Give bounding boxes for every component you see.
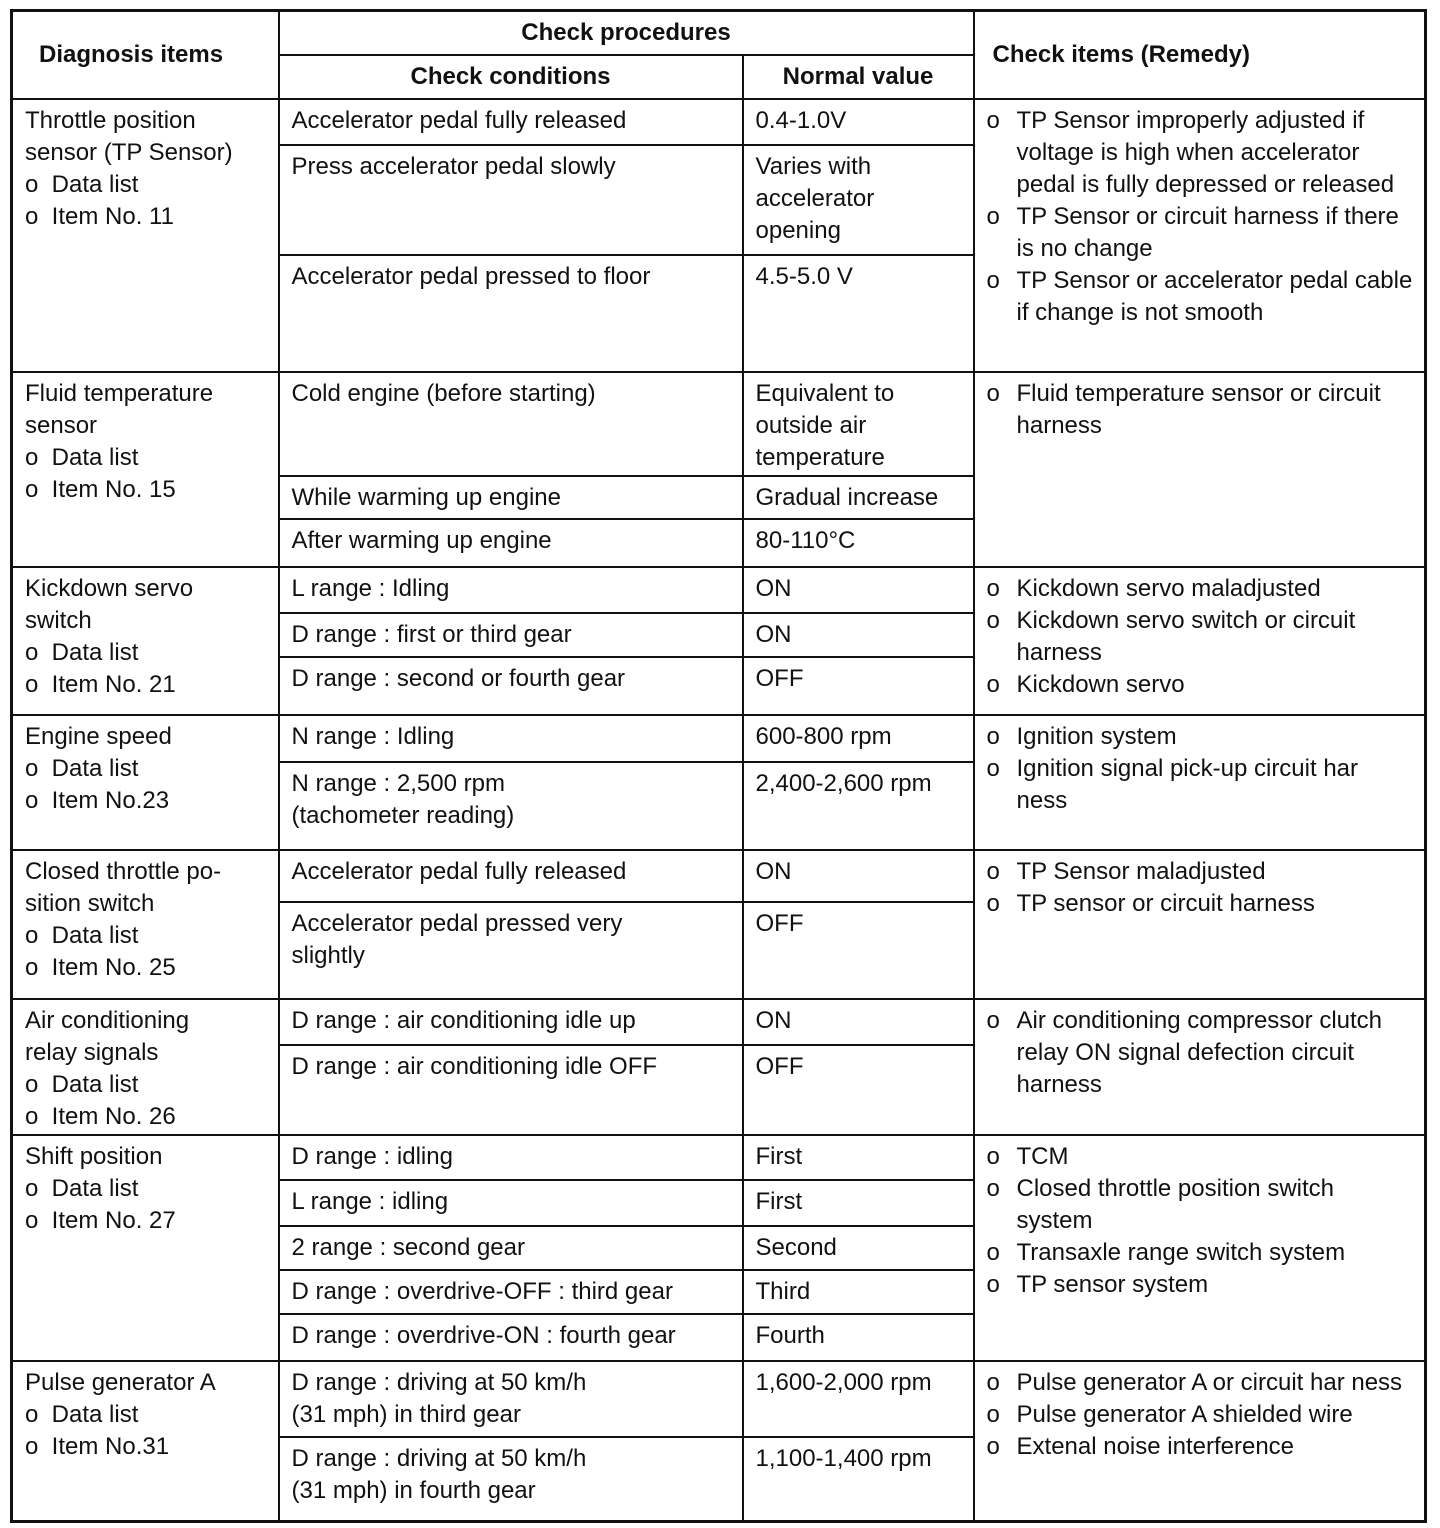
diagnosis-line: switch xyxy=(25,606,92,634)
normal-value-cell xyxy=(743,613,974,657)
remedy-item xyxy=(987,721,1415,753)
bullet-marker: o xyxy=(986,1175,1000,1203)
normal-value-line: ON xyxy=(755,858,792,886)
diagnosis-line: o Item No. 15 xyxy=(25,475,176,503)
bullet-marker: o xyxy=(986,106,1000,134)
diagnosis-line: o Data list xyxy=(25,1175,139,1203)
normal-value-cell xyxy=(743,1226,974,1270)
remedy-cell xyxy=(974,850,1426,999)
normal-value-line: 1,100-1,400 rpm xyxy=(755,1444,932,1472)
diagnosis-line: Shift position xyxy=(25,1143,163,1171)
bullet-marker: o xyxy=(986,1239,1000,1267)
remedy-cell xyxy=(974,567,1426,716)
remedy-cell xyxy=(974,999,1426,1136)
diagnosis-item-cell xyxy=(12,372,279,567)
remedy-item xyxy=(987,1237,1415,1269)
diagnosis-item-cell xyxy=(12,850,279,999)
normal-value-line: ON xyxy=(755,1006,792,1034)
table-row xyxy=(12,850,1426,902)
bullet-marker: o xyxy=(986,606,1000,634)
diagnosis-line: o Item No. 21 xyxy=(25,670,176,698)
remedy-text: Kickdown servo switch or circuit harness xyxy=(1016,606,1356,666)
normal-value-cell xyxy=(743,99,974,145)
bullet-marker: o xyxy=(986,890,1000,918)
condition-line: D range : idling xyxy=(291,1143,453,1171)
condition-line: Cold engine (before starting) xyxy=(291,379,596,407)
condition-line: While warming up engine xyxy=(291,484,561,512)
diagnosis-line: o Item No. 26 xyxy=(25,1102,176,1130)
table-row xyxy=(12,372,1426,477)
condition-line: After warming up engine xyxy=(291,526,552,554)
check-condition-cell xyxy=(279,372,743,477)
diagnosis-item-cell xyxy=(12,1135,279,1360)
normal-value-line: Fourth xyxy=(755,1322,825,1350)
condition-line: N range : 2,500 rpm xyxy=(291,769,505,797)
condition-line: Accelerator pedal fully released xyxy=(291,858,627,886)
table-row xyxy=(12,715,1426,761)
normal-value-line: accelerator xyxy=(755,184,875,212)
check-condition-cell xyxy=(279,1314,743,1360)
remedy-text: TP Sensor improperly adjusted if voltage is high when accelerator pedal is fully depressed or released xyxy=(1016,106,1395,198)
condition-line: D range : driving at 50 km/h xyxy=(291,1368,587,1396)
check-condition-cell xyxy=(279,1180,743,1226)
diagnosis-line: o Data list xyxy=(25,170,139,198)
diagnosis-line: relay signals xyxy=(25,1038,159,1066)
bullet-marker: o xyxy=(986,1368,1000,1396)
diagnosis-item-cell xyxy=(12,567,279,716)
condition-line: 2 range : second gear xyxy=(291,1233,525,1261)
condition-line: Accelerator pedal pressed very xyxy=(291,910,623,938)
remedy-item xyxy=(987,669,1415,701)
normal-value-cell xyxy=(743,1180,974,1226)
normal-value-line: OFF xyxy=(755,1053,804,1081)
remedy-item xyxy=(987,753,1415,817)
header-check-conditions: Check conditions xyxy=(279,55,743,99)
normal-value-line: ON xyxy=(755,574,792,602)
remedy-item xyxy=(987,573,1415,605)
diagnosis-line: o Item No. 25 xyxy=(25,954,176,982)
remedy-text: TP sensor or circuit harness xyxy=(1016,890,1315,918)
condition-line: L range : Idling xyxy=(291,574,450,602)
header-normal-value: Normal value xyxy=(743,55,974,99)
diagnosis-item-cell xyxy=(12,715,279,850)
condition-line: slightly xyxy=(291,942,365,970)
remedy-text: Ignition signal pick-up circuit har ness xyxy=(1016,755,1359,815)
normal-value-cell xyxy=(743,372,974,477)
table-row xyxy=(12,999,1426,1045)
remedy-item xyxy=(987,265,1415,329)
diagnosis-line: o Data list xyxy=(25,755,139,783)
normal-value-cell xyxy=(743,255,974,372)
remedy-text: Ignition system xyxy=(1016,723,1177,751)
normal-value-line: OFF xyxy=(755,910,804,938)
check-condition-cell xyxy=(279,1270,743,1314)
remedy-text: TP Sensor or circuit harness if there is no change xyxy=(1016,202,1399,262)
condition-line: D range : overdrive-ON : fourth gear xyxy=(291,1322,676,1350)
normal-value-line: Equivalent to xyxy=(755,379,895,407)
remedy-item xyxy=(987,1005,1415,1101)
bullet-marker: o xyxy=(986,670,1000,698)
remedy-cell xyxy=(974,372,1426,567)
header-row-top xyxy=(12,11,1426,55)
diagnosis-table xyxy=(10,9,1427,1523)
bullet-marker: o xyxy=(986,1271,1000,1299)
condition-line: D range : first or third gear xyxy=(291,620,572,648)
normal-value-line: ON xyxy=(755,620,792,648)
remedy-text: Transaxle range switch system xyxy=(1016,1239,1346,1267)
normal-value-line: OFF xyxy=(755,665,804,693)
diagnosis-line: o Data list xyxy=(25,922,139,950)
check-condition-cell xyxy=(279,1226,743,1270)
bullet-marker: o xyxy=(986,1400,1000,1428)
normal-value-cell xyxy=(743,476,974,518)
check-condition-cell xyxy=(279,762,743,850)
diagnosis-line: sensor (TP Sensor) xyxy=(25,138,233,166)
remedy-text: TCM xyxy=(1016,1143,1069,1171)
remedy-item xyxy=(987,888,1415,920)
diagnosis-line: Air conditioning xyxy=(25,1006,190,1034)
remedy-item xyxy=(987,1141,1415,1173)
normal-value-cell xyxy=(743,1314,974,1360)
remedy-cell xyxy=(974,1361,1426,1522)
normal-value-line: First xyxy=(755,1187,803,1215)
remedy-item xyxy=(987,201,1415,265)
remedy-item xyxy=(987,1367,1415,1399)
remedy-item xyxy=(987,1431,1415,1463)
check-condition-cell xyxy=(279,902,743,998)
normal-value-cell xyxy=(743,657,974,715)
diagnosis-item-cell xyxy=(12,1361,279,1522)
header-check-procedures: Check procedures xyxy=(279,11,974,55)
diagnosis-line: Pulse generator A xyxy=(25,1368,216,1396)
condition-line: Accelerator pedal pressed to floor xyxy=(291,263,651,291)
diagnosis-line: o Item No.23 xyxy=(25,787,170,815)
remedy-cell xyxy=(974,715,1426,850)
normal-value-cell xyxy=(743,145,974,256)
bullet-marker: o xyxy=(986,755,1000,783)
condition-line: D range : driving at 50 km/h xyxy=(291,1444,587,1472)
check-condition-cell xyxy=(279,1361,743,1437)
normal-value-line: 1,600-2,000 rpm xyxy=(755,1368,932,1396)
normal-value-cell xyxy=(743,902,974,998)
diagnosis-line: Kickdown servo xyxy=(25,574,194,602)
normal-value-line: opening xyxy=(755,216,841,244)
diagnosis-line: sition switch xyxy=(25,890,155,918)
condition-line: (tachometer reading) xyxy=(291,801,515,829)
remedy-item xyxy=(987,856,1415,888)
remedy-cell xyxy=(974,99,1426,372)
header-check-items: Check items (Remedy) xyxy=(974,11,1426,99)
remedy-text: Pulse generator A shielded wire xyxy=(1016,1400,1353,1428)
diagnosis-item-cell xyxy=(12,99,279,372)
condition-line: D range : air conditioning idle OFF xyxy=(291,1053,658,1081)
normal-value-cell xyxy=(743,519,974,567)
diagnosis-line: o Data list xyxy=(25,638,139,666)
check-condition-cell xyxy=(279,850,743,902)
check-condition-cell xyxy=(279,476,743,518)
normal-value-line: 600-800 rpm xyxy=(755,723,892,751)
remedy-item xyxy=(987,605,1415,669)
diagnosis-line: o Item No. 11 xyxy=(25,202,174,230)
condition-line: Accelerator pedal fully released xyxy=(291,106,627,134)
remedy-item xyxy=(987,1173,1415,1237)
normal-value-cell xyxy=(743,567,974,613)
check-condition-cell xyxy=(279,145,743,256)
bullet-marker: o xyxy=(986,858,1000,886)
condition-line: D range : second or fourth gear xyxy=(291,665,626,693)
bullet-marker: o xyxy=(986,723,1000,751)
normal-value-cell xyxy=(743,1135,974,1179)
table-body xyxy=(12,99,1426,1522)
remedy-item xyxy=(987,105,1415,201)
table-row xyxy=(12,567,1426,613)
bullet-marker: o xyxy=(986,1143,1000,1171)
condition-line: L range : idling xyxy=(291,1187,449,1215)
diagnosis-line: o Item No.31 xyxy=(25,1432,170,1460)
condition-line: (31 mph) in fourth gear xyxy=(291,1476,536,1504)
table-row xyxy=(12,1135,1426,1179)
normal-value-line: Third xyxy=(755,1278,811,1306)
condition-line: (31 mph) in third gear xyxy=(291,1400,521,1428)
remedy-cell xyxy=(974,1135,1426,1360)
diagnosis-line: o Data list xyxy=(25,443,139,471)
remedy-text: Kickdown servo xyxy=(1016,670,1185,698)
diagnosis-line: Fluid temperature xyxy=(25,379,214,407)
check-condition-cell xyxy=(279,519,743,567)
remedy-text: TP Sensor maladjusted xyxy=(1016,858,1266,886)
diagnosis-line: o Data list xyxy=(25,1400,139,1428)
check-condition-cell xyxy=(279,1045,743,1135)
normal-value-line: 0.4-1.0V xyxy=(755,106,847,134)
condition-line: D range : overdrive-OFF : third gear xyxy=(291,1278,673,1306)
remedy-item xyxy=(987,1399,1415,1431)
check-condition-cell xyxy=(279,657,743,715)
condition-line: Press accelerator pedal slowly xyxy=(291,152,616,180)
remedy-text: TP sensor system xyxy=(1016,1271,1209,1299)
bullet-marker: o xyxy=(986,574,1000,602)
normal-value-cell xyxy=(743,762,974,850)
remedy-text: Closed throttle position switch system xyxy=(1016,1175,1334,1235)
check-condition-cell xyxy=(279,613,743,657)
check-condition-cell xyxy=(279,999,743,1045)
remedy-text: Fluid temperature sensor or circuit harness xyxy=(1016,379,1381,439)
bullet-marker: o xyxy=(986,202,1000,230)
bullet-marker: o xyxy=(986,266,1000,294)
remedy-item xyxy=(987,1269,1415,1301)
diagnosis-item-cell xyxy=(12,999,279,1136)
check-condition-cell xyxy=(279,715,743,761)
diagnosis-line: o Item No. 27 xyxy=(25,1207,176,1235)
normal-value-line: 4.5-5.0 V xyxy=(755,263,853,291)
table-row xyxy=(12,1361,1426,1437)
normal-value-cell xyxy=(743,1437,974,1522)
diagnosis-line: sensor xyxy=(25,411,98,439)
header-diagnosis-items: Diagnosis items xyxy=(12,11,279,99)
check-condition-cell xyxy=(279,567,743,613)
remedy-text: TP Sensor or accelerator pedal cable if change is not smooth xyxy=(1016,266,1413,326)
remedy-text: Extenal noise interference xyxy=(1016,1432,1295,1460)
normal-value-cell xyxy=(743,1270,974,1314)
normal-value-cell xyxy=(743,1045,974,1135)
normal-value-line: 2,400-2,600 rpm xyxy=(755,769,932,797)
remedy-text: Air conditioning compressor clutch relay ON signal defection circuit harness xyxy=(1016,1006,1383,1098)
normal-value-cell xyxy=(743,1361,974,1437)
check-condition-cell xyxy=(279,99,743,145)
diagnosis-line: Throttle position xyxy=(25,106,196,134)
check-condition-cell xyxy=(279,1437,743,1522)
diagnosis-line: Closed throttle po- xyxy=(25,858,222,886)
diagnosis-line: o Data list xyxy=(25,1070,139,1098)
normal-value-line: 80-110°C xyxy=(755,526,856,554)
condition-line: N range : Idling xyxy=(291,723,455,751)
normal-value-line: outside air xyxy=(755,411,867,439)
normal-value-cell xyxy=(743,715,974,761)
remedy-text: Kickdown servo maladjusted xyxy=(1016,574,1321,602)
normal-value-line: Second xyxy=(755,1233,837,1261)
normal-value-line: Gradual increase xyxy=(755,484,939,512)
remedy-item xyxy=(987,378,1415,442)
condition-line: D range : air conditioning idle up xyxy=(291,1006,636,1034)
check-condition-cell xyxy=(279,255,743,372)
check-condition-cell xyxy=(279,1135,743,1179)
normal-value-cell xyxy=(743,999,974,1045)
normal-value-line: Varies with xyxy=(755,152,872,180)
bullet-marker: o xyxy=(986,1006,1000,1034)
normal-value-cell xyxy=(743,850,974,902)
remedy-text: Pulse generator A or circuit har ness xyxy=(1016,1368,1403,1396)
table-row xyxy=(12,99,1426,145)
normal-value-line: First xyxy=(755,1143,803,1171)
bullet-marker: o xyxy=(986,379,1000,407)
diagnosis-line: Engine speed xyxy=(25,723,172,751)
normal-value-line: temperature xyxy=(755,443,885,471)
bullet-marker: o xyxy=(986,1432,1000,1460)
